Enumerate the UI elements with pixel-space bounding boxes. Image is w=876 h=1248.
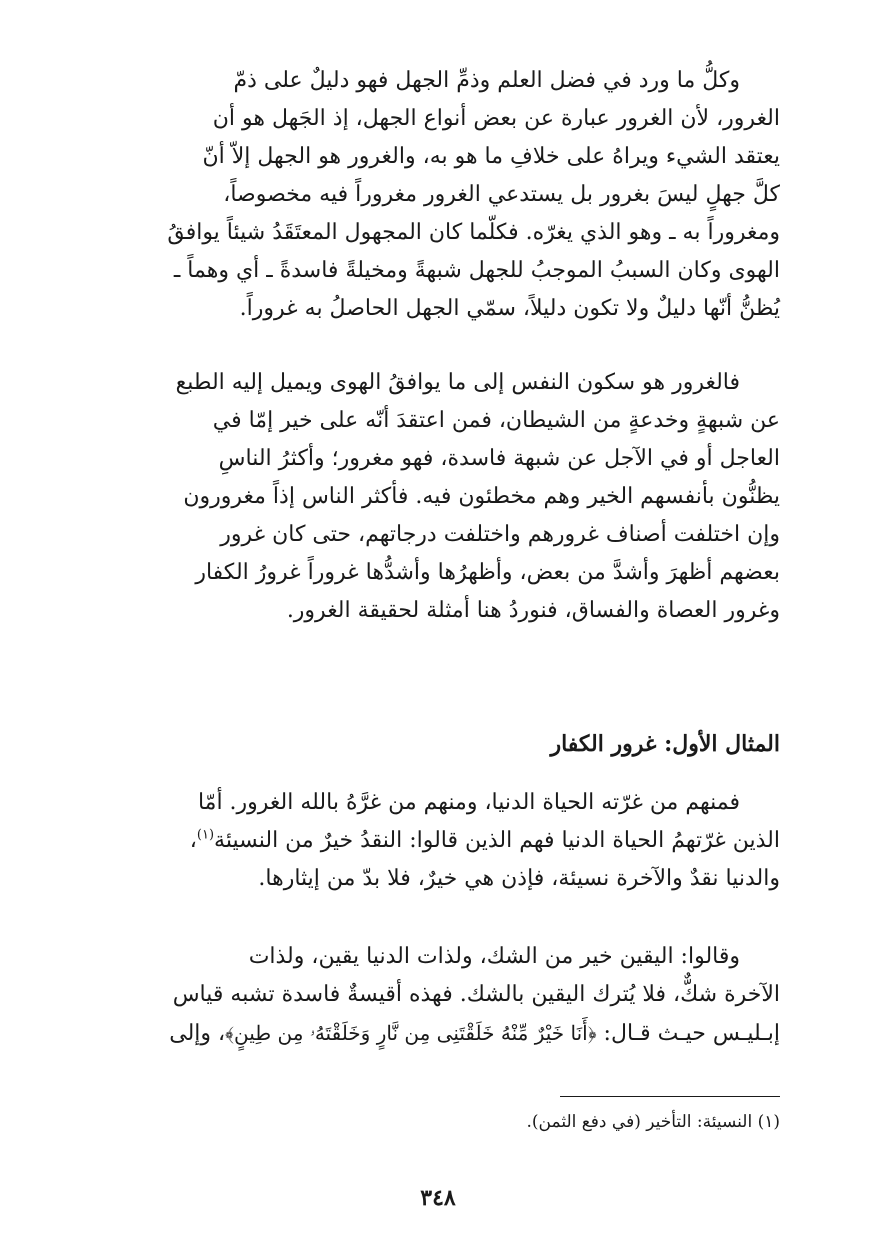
paragraph-3 [96,784,780,898]
text-line: عن شبهةٍ وخدعةٍ من الشيطان، فمن اعتقدَ أنّه على خير إمّا في [212,408,780,433]
line-text: ، وإلى [169,1021,226,1046]
line-text: الذين غرّتهمُ الحياة الدنيا فهم الذين قالوا: النقدُ خيرٌ من النسيئة [214,828,780,853]
text-line: يظنُّون بأنفسهم الخير وهم مخطئون فيه. فأكثر الناس إذاً مغرورون [183,484,780,509]
paragraph-1 [96,62,780,328]
text-line: فمنهم من غرّته الحياة الدنيا، ومنهم من غرَّهُ بالله الغرور. أمّا [197,790,740,815]
text-line: وغرور العصاة والفساق، فنوردُ هنا أمثلة لحقيقة الغرور. [286,598,780,623]
text-line: وقالوا: اليقين خير من الشك، ولذات الدنيا يقين، ولذات [248,944,740,969]
text-line [96,822,780,860]
text-line: وكلُّ ما ورد في فضل العلم وذمِّ الجهل فهو دليلٌ على ذمّ [233,68,740,93]
text-line: يُظنُّ أنّها دليلٌ ولا تكون دليلاً، سمّي الجهل الحاصلُ به غروراً. [239,296,780,321]
text-line: الآخرة شكٌّ، فلا يُترك اليقين بالشك. فهذه أقيسةٌ فاسدة تشبه قياس [172,982,780,1007]
paragraph-2 [96,364,780,630]
text-line: ومغروراً به ـ وهو الذي يغرّه. فكلّما كان المجهول المعتَقَدُ شيئاً يوافقُ [167,220,780,245]
text-line: بعضهم أظهرَ وأشدَّ من بعض، وأظهرُها وأشدُّها غروراً غرورُ الكفار [195,560,780,585]
text-line: والدنيا نقدٌ والآخرة نسيئة، فإذن هي خيرٌ، فلا بدّ من إيثارها. [258,866,780,891]
quran-quote: ﴿أَنَا خَيْرٌ مِّنْهُ خَلَقْتَنِى مِن نَّارٍ وَخَلَقْتَهُۥ مِن طِينٍ﴾ [225,1021,597,1045]
line-text: إبـليـس حيـث قـال: [596,1021,780,1046]
text-line: العاجل أو في الآجل عن شبهة فاسدة، فهو مغرور؛ وأكثرُ الناسِ [218,446,780,471]
footnote: (١) النسيئة: التأخير (في دفع الثمن). [526,1112,780,1132]
paragraph-4 [96,938,780,1053]
text-line: الهوى وكان السببُ الموجبُ للجهل شبهةً ومخيلةً فاسدةً ـ أي وهماً ـ [173,258,780,283]
text-line: الغرور، لأن الغرور عبارة عن بعض أنواع الجهل، إذ الجَهل هو أن [212,106,780,131]
text-line [96,1014,780,1053]
line-text: ، [189,828,197,853]
footnote-reference: (١) [196,827,215,843]
text-line: كلَّ جهلٍ ليسَ بغرور بل يستدعي الغرور مغروراً فيه مخصوصاً، [223,182,780,207]
page-number: ٣٤٨ [420,1185,456,1211]
text-line: يعتقد الشيء ويراهُ على خلافِ ما هو به، والغرور هو الجهل إلاّ أنّ [202,144,780,169]
section-heading: المثال الأول: غرور الكفار [550,731,780,757]
text-line: وإن اختلفت أصناف غرورهم واختلفت درجاتهم، حتى كان غرور [220,522,780,547]
text-line: فالغرور هو سكون النفس إلى ما يوافقُ الهوى ويميل إليه الطبع [175,370,740,395]
footnote-divider [560,1096,780,1097]
